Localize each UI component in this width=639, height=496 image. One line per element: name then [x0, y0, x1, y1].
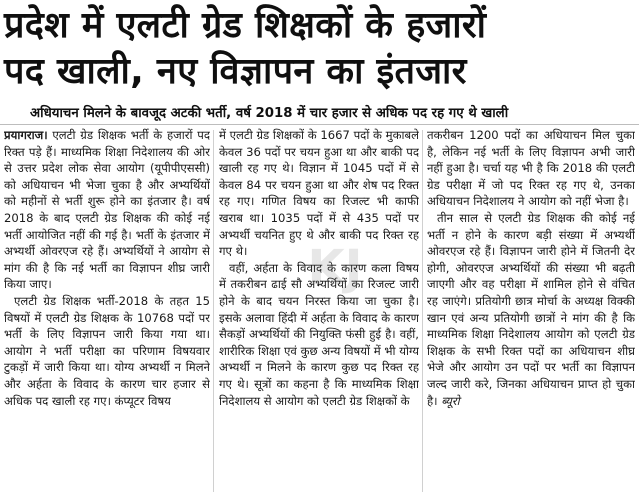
subheadline: अधियाचन मिलने के बावजूद अटकी भर्ती, वर्ष 2018 में चार हजार से अधिक पद रह गए थे खाली — [30, 106, 509, 121]
headline-line-2: पद खाली, नए विज्ञापन का इंतजार — [4, 51, 467, 92]
column-divider — [422, 130, 423, 492]
article-paragraph: एलटी ग्रेड शिक्षक भर्ती-2018 के तहत 15 विषयों में एलटी ग्रेड शिक्षक के 10768 पदों पर भर्ती के लिए विज्ञापन जारी किया गया था। आयोग ने भर्ती परीक्षा का परिणाम विषयवार टुकड़ों में जारी किया था। योग्य अभ्यर्थी न मिलने और अर्हता के विवाद के कारण चार हजार से अधिक पद खाली रह गए। कंप्यूटर विषय — [4, 293, 210, 408]
article-paragraph — [427, 210, 635, 409]
watermark: KJ — [307, 240, 363, 296]
article-column-1 — [4, 127, 210, 496]
paragraph-text: एलटी ग्रेड शिक्षक भर्ती के हजारों पद रिक्त पड़े हैं। माध्यमिक शिक्षा निदेशालय की ओर से उत्तर प्रदेश लोक सेवा आयोग (यूपीपीएससी) को अधियाचन भी भेजा चुका है और अभ्यर्थियों को महीनों से भर्ती शुरू होने का इंतजार है। वर्ष 2018 के बाद एलटी ग्रेड शिक्षक की कोई नई भर्ती आयोजित नहीं की गई है। भर्ती के इंतजार में अभ्यर्थी ओवरएज रहे हैं। अभ्यर्थियों ने आयोग से मांग की है कि नई भर्ती का विज्ञापन शीघ्र जारी किया जाए। — [4, 128, 210, 292]
article-paragraph: वहीं, अर्हता के विवाद के कारण कला विषय में तकरीबन ढाई सौ अभ्यर्थियों का रिजल्ट जारी होने के बाद चयन निरस्त किया जा चुका है। इसके अलावा हिंदी में अर्हता के विवाद के कारण सैकड़ों अभ्यर्थियों की नियुक्ति फंसी हुई है। वहीं, शारीरिक शिक्षा एवं कुछ अन्य विषयों में भी योग्य अभ्यर्थी न मिलने के कारण कुछ पद रिक्त रह गए थे। सूत्रों का कहना है कि माध्यमिक शिक्षा निदेशालय से आयोग को एलटी ग्रेड शिक्षकों के — [219, 260, 419, 408]
dateline: प्रयागराज। — [4, 128, 48, 142]
column-divider — [213, 130, 214, 492]
article-paragraph — [4, 127, 210, 293]
byline: ब्यूरो — [441, 393, 460, 408]
article-paragraph: तकरीबन 1200 पदों का अधियाचन मिल चुका है, लेकिन नई भर्ती के लिए विज्ञापन अभी जारी नहीं हुआ है। चर्चा यह भी है कि 2018 की एलटी ग्रेड परीक्षा में जो पद रिक्त रह गए थे, उनका अधियाचन निदेशालय ने आयोग को नहीं भेजा है। — [427, 128, 635, 209]
subheadline-rule — [0, 124, 639, 125]
article-column-2 — [219, 127, 419, 496]
paragraph-text: तीन साल से एलटी ग्रेड शिक्षक की कोई नई भर्ती न होने के कारण बड़ी संख्या में अभ्यर्थी ओवरएज रहे हैं। विज्ञापन जारी होने में जितनी देर होगी, ओवरएज अभ्यर्थियों की संख्या भी बढ़ती जाएगी और वह परीक्षा में शामिल होने से वंचित रह जाएंगे। प्रतियोगी छात्र मोर्चा के अध्यक्ष विक्की खान एवं अन्य प्रतियोगी छात्रों ने मांग की है कि माध्यमिक शिक्षा निदेशालय आयोग को एलटी ग्रेड शिक्षक के सभी रिक्त पदों का अधियाचन शीघ्र भेजे और आयोग उन पदों पर भर्ती का विज्ञापन जल्द जारी करे, जिनका अधियाचन प्राप्त हो चुका है। — [427, 210, 635, 408]
article-paragraph: में एलटी ग्रेड शिक्षकों के 1667 पदों के मुकाबले केवल 36 पदों पर चयन हुआ था और बाकी पद खाली रह गए थे। विज्ञान में 1045 पदों में से केवल 84 पर चयन हुआ था और शेष पद रिक्त रह गए। गणित विषय का रिजल्ट भी काफी खराब था। 1035 पदों में से 435 पदों पर अभ्यर्थी चयनित हुए थे और बाकी पद रिक्त रह गए थे। — [219, 128, 419, 259]
headline — [0, 0, 639, 95]
article-column-3 — [427, 127, 635, 496]
headline-line-1: प्रदेश में एलटी ग्रेड शिक्षकों के हजारों — [4, 5, 487, 46]
